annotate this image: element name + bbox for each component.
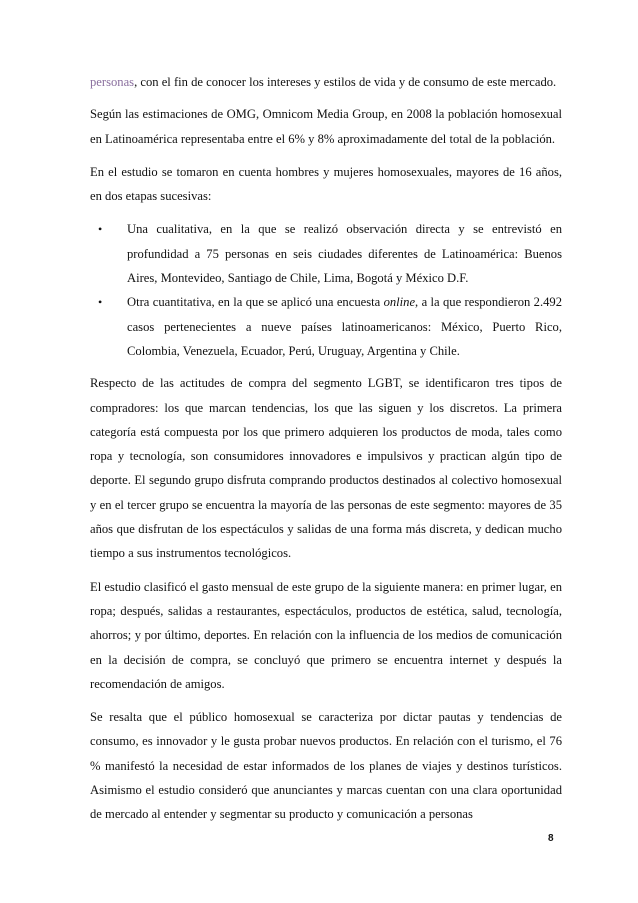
list-item-quantitative (90, 290, 562, 363)
paragraph-consumption-trends: Se resalta que el público homosexual se caracteriza por dictar pautas y tendencias de consumo, es innovador y le gusta probar nuevos productos. En relación con el turismo, el 76 % manifestó la necesidad de estar informados de los planes de viajes y destinos turísticos. Asimismo el estudio consideró que anunciantes y marcas cuentan con una clara oportunidad de mercado al entender y segmentar su producto y comunicación a personas (90, 710, 562, 822)
paragraph-omg-estimate: Según las estimaciones de OMG, Omnicom Media Group, en 2008 la población homosexual en Latinoamérica representaba entre el 6% y 8% aproximadamente del total de la población. (90, 107, 562, 146)
list-item-emphasis: online (383, 295, 416, 310)
list-item-text: Una cualitativa, en la que se realizó observación directa y se entrevistó en profundidad a 75 personas en seis ciudades diferentes de Latinoamérica: Buenos Aires, Montevideo, Santiago de Chile, Lima, Bogotá y México D.F. (127, 222, 562, 286)
page-number: 8 (548, 833, 554, 844)
study-stages-list (90, 217, 562, 363)
bullet-icon: • (98, 222, 103, 237)
paragraph-intro (90, 70, 562, 94)
list-item-text-a: Otra cuantitativa, en la que se aplicó una encuesta (127, 295, 384, 310)
document-body (90, 70, 562, 836)
list-item-qualitative (90, 217, 562, 290)
paragraph-study-scope: En el estudio se tomaron en cuenta hombres y mujeres homosexuales, mayores de 16 años, en dos etapas sucesivas: (90, 164, 562, 204)
highlighted-word: personas (90, 75, 135, 89)
bullet-icon: • (98, 295, 103, 310)
list-item-text-b: , a la que respondieron 2.492 casos pertenecientes a nueve países latinoamericanos: México, Puerto Rico, Colombia, Venezuela, Ecuador, Perú, Uruguay, Argentina y Chile. (127, 295, 562, 358)
paragraph-spending: El estudio clasificó el gasto mensual de este grupo de la siguiente manera: en primer lugar, en ropa; después, salidas a restaurantes, espectáculos, productos de estética, salud, tecnología, ahorros; y por último, deportes. En relación con la influencia de los medios de comunicación en la decisión de compra, se concluyó que primero se encuentra internet y después la recomendación de amigos. (90, 579, 562, 691)
paragraph-intro-text: , con el fin de conocer los intereses y estilos de vida y de consumo de este mercado. (134, 75, 557, 89)
paragraph-buyer-types: Respecto de las actitudes de compra del segmento LGBT, se identificaron tres tipos de compradores: los que marcan tendencias, los que las siguen y los discretos. La primera categoría está compuesta por los que primero adquieren los productos de moda, tales como ropa y tecnología, son consumidores innovadores e impulsivos y practican algún tipo de deporte. El segundo grupo disfruta comprando productos destinados al colectivo homosexual y en el tercer grupo se encuentra la mayoría de las personas de este segmento: mayores de 35 años que disfrutan de los espectáculos y salidas de una forma más discreta, y dedican mucho tiempo a sus instrumentos tecnológicos. (90, 376, 562, 561)
